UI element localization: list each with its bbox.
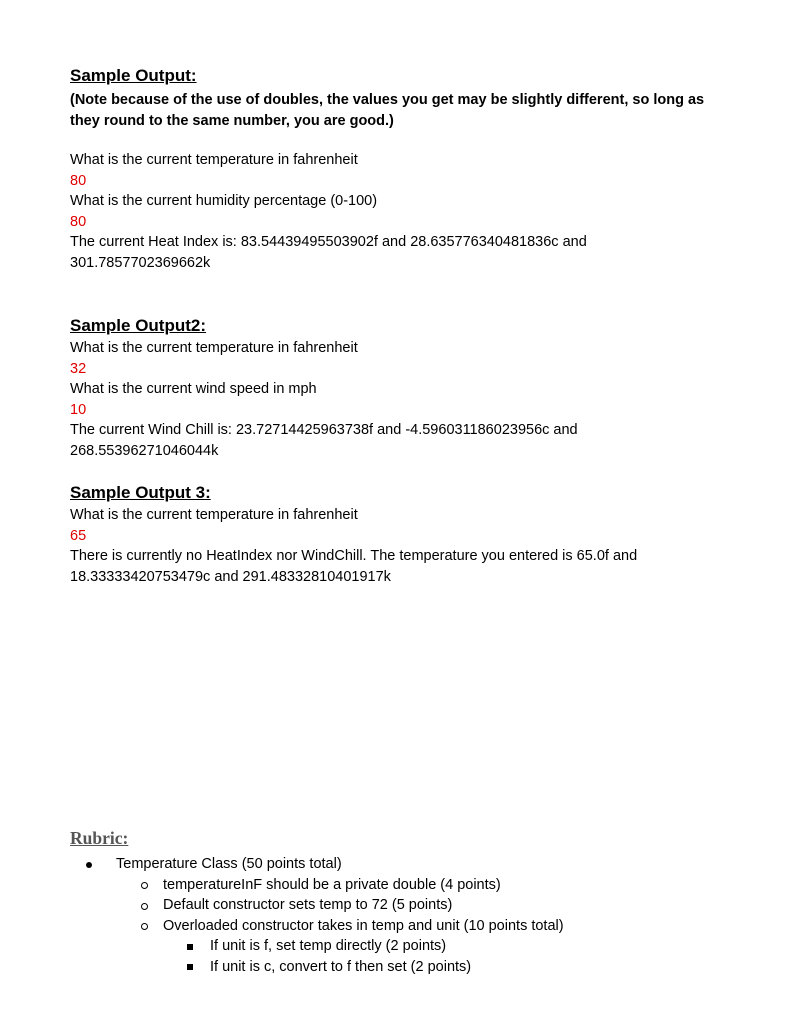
bullet-circle-icon [141,903,148,910]
rubric-heading: Rubric: [70,828,129,848]
output-line: 301.7857702369662k [70,254,211,271]
rubric-item: Default constructor sets temp to 72 (5 points) [163,897,453,913]
user-input-line: 80 [70,172,87,189]
output-line: 18.33333420753479c and 291.48332810401917k [70,568,391,585]
rubric-item: Temperature Class (50 points total) [116,856,342,872]
output-line: What is the current humidity percentage (0-100) [70,193,378,209]
output-line: What is the current temperature in fahrenheit [70,507,358,523]
user-input-line: 65 [70,527,87,544]
bullet-circle-icon [141,923,148,930]
section1-heading: Sample Output: [70,66,197,85]
output-line: What is the current wind speed in mph [70,381,317,397]
rubric-item: If unit is f, set temp directly (2 points) [210,938,447,954]
bullet-square-icon [187,964,193,970]
user-input-line: 10 [70,401,87,418]
section2-heading: Sample Output2: [70,316,207,335]
bullet-square-icon [187,944,193,950]
bullet-circle-icon [141,882,148,889]
output-line: There is currently no HeatIndex nor WindChill. The temperature you entered is 65.0f and [70,548,638,564]
rubric-item: Overloaded constructor takes in temp and unit (10 points total) [163,917,564,934]
user-input-line: 80 [70,213,87,230]
section3-heading: Sample Output 3: [70,483,211,502]
output-line: What is the current temperature in fahrenheit [70,152,358,168]
output-line: The current Heat Index is: 83.54439495503902f and 28.635776340481836c and [70,234,587,250]
rubric-item: temperatureInF should be a private double (4 points) [163,876,501,893]
output-line: What is the current temperature in fahrenheit [70,340,358,356]
user-input-line: 32 [70,360,87,377]
bullet-disc-icon [86,862,92,868]
output-line: The current Wind Chill is: 23.72714425963738f and -4.596031186023956c and [70,422,578,438]
section1-note: (Note because of the use of doubles, the values you get may be slightly different, so long as they round to the same number, you are good.) [70,92,705,129]
output-line: 268.55396271046044k [70,442,219,459]
rubric-item: If unit is c, convert to f then set (2 points) [210,958,472,975]
